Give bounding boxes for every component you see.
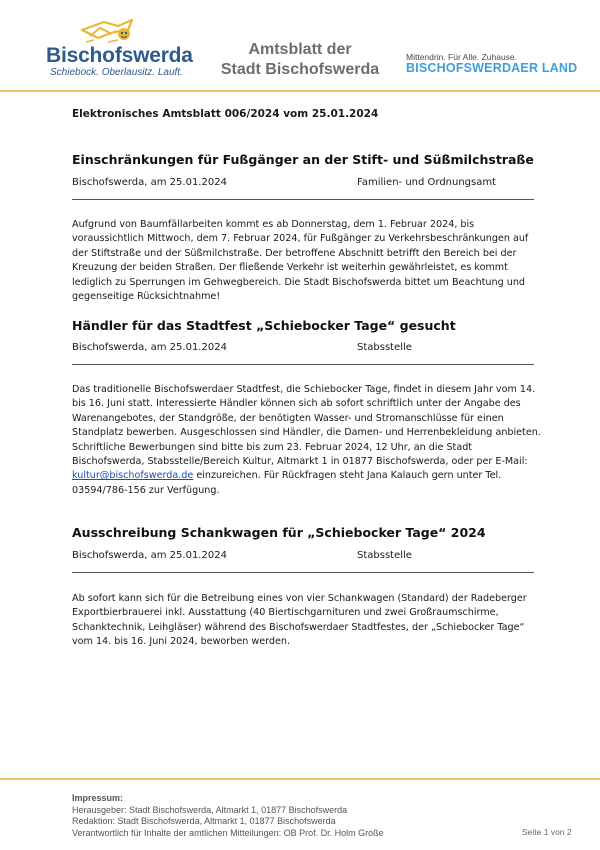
brand-land-logo: BISCHOFSWERDAER LAND bbox=[406, 61, 578, 75]
article-department: Stabsstelle bbox=[357, 550, 412, 561]
title-line-2: Stadt Bischofswerda bbox=[220, 61, 380, 78]
page-title bbox=[200, 40, 400, 80]
city-logo-icon bbox=[78, 16, 138, 46]
article-paragraph: Ab sofort kann sich für die Betreibung eines von vier Schankwagen (Standard) der Radeberger Exportbierbrauerei inkl. Ausstattung (40 Biertischgarnituren und zwei Großraumschirme, Schanktechnik, Leihgläser) während des Bischofswerdaer Stadtfestes, der „Schiebocker Tage“ vom 14. bis 16. Juni 2024, beworben werden. bbox=[72, 593, 527, 648]
article-paragraph bbox=[72, 441, 542, 499]
impressum-heading: Impressum: bbox=[72, 793, 124, 803]
paragraph-text: Schriftliche Bewerbungen sind bitte bis zum 23. Februar 2024, 12 Uhr, an die Stadt Bischofswerda, Stabsstelle/Bereich Kultur, Altmarkt 1 in 01877 Bischofswerda, oder per E-Mail: bbox=[72, 441, 528, 468]
article-paragraph: Das traditionelle Bischofswerdaer Stadtfest, die Schiebocker Tage, findet in diesem Jahr vom 14. bis 16. Juni statt. Interessierte Händler können sich ab sofort schriftlich unter der Angabe des Warenangebotes, der Standgröße, der benötigten Wasser- und Stromanschlüsse für einen Standplatz bewerben. Ausgeschlossen sind Händler, die Damen- und Herrenbekleidung anbieten. bbox=[72, 384, 541, 439]
article-place-date: Bischofswerda, am 25.01.2024 bbox=[72, 342, 227, 353]
article-department: Stabsstelle bbox=[357, 342, 412, 353]
impressum-editorial: Redaktion: Stadt Bischofswerda, Altmarkt 1, 01877 Bischofswerda bbox=[72, 816, 336, 826]
logo-slogan: Schiebock. Oberlausitz. Lauft. bbox=[50, 67, 183, 78]
article-paragraph: Aufgrund von Baumfällarbeiten kommt es ab Donnerstag, dem 1. Februar 2024, bis voraussichtlich Mittwoch, dem 7. Februar 2024, für Fußgänger zu Verkehrsbeschränkungen auf der Stiftstraße und der Süßmilchstraße. Der betroffene Abschnitt betrifft den Bereich bei der Kreuzung der beiden Straßen. Der fließende Verkehr ist weiterhin gewährleistet, es kommt lediglich zu Sperrungen im Gehwegbereich. Die Stadt Bischofswerda bittet um Beachtung und gegenseitige Rücksichtnahme! bbox=[72, 219, 529, 303]
impressum-publisher: Herausgeber: Stadt Bischofswerda, Altmarkt 1, 01877 Bischofswerda bbox=[72, 804, 348, 815]
article-place-date: Bischofswerda, am 25.01.2024 bbox=[72, 177, 227, 188]
title-line-1: Amtsblatt der bbox=[248, 41, 352, 58]
impressum bbox=[72, 793, 384, 839]
article-title: Einschränkungen für Fußgänger an der Stift- und Süßmilchstraße bbox=[72, 152, 534, 167]
article-place-date: Bischofswerda, am 25.01.2024 bbox=[72, 550, 227, 561]
issue-heading: Elektronisches Amtsblatt 006/2024 vom 25.01.2024 bbox=[72, 108, 379, 120]
article-body bbox=[72, 592, 542, 650]
article-divider bbox=[72, 572, 534, 573]
article-divider bbox=[72, 364, 534, 365]
impressum-responsible: Verantwortlich für Inhalte der amtlichen Mitteilungen: OB Prof. Dr. Holm Große bbox=[72, 827, 384, 838]
article-title: Ausschreibung Schankwagen für „Schiebocker Tage“ 2024 bbox=[72, 525, 486, 540]
article-department: Familien- und Ordnungsamt bbox=[357, 177, 497, 188]
footer-divider bbox=[0, 778, 600, 780]
email-link[interactable]: kultur@bischofswerda.de bbox=[72, 470, 194, 482]
article-body bbox=[72, 383, 542, 498]
page-number: Seite 1 von 2 bbox=[522, 827, 572, 837]
paragraph-text: einzureichen. Für Rückfragen steht Jana Kalauch gern unter Tel. 03594/786-156 zur Verfügung. bbox=[72, 470, 502, 496]
logo-name: Bischofswerda bbox=[46, 44, 193, 67]
brand-tagline: Mittendrin. Für Alle. Zuhause. bbox=[406, 52, 518, 62]
article-title: Händler für das Stadtfest „Schiebocker Tage“ gesucht bbox=[72, 318, 456, 333]
article-body bbox=[72, 218, 542, 304]
article-divider bbox=[72, 199, 534, 200]
header-divider bbox=[0, 90, 600, 92]
